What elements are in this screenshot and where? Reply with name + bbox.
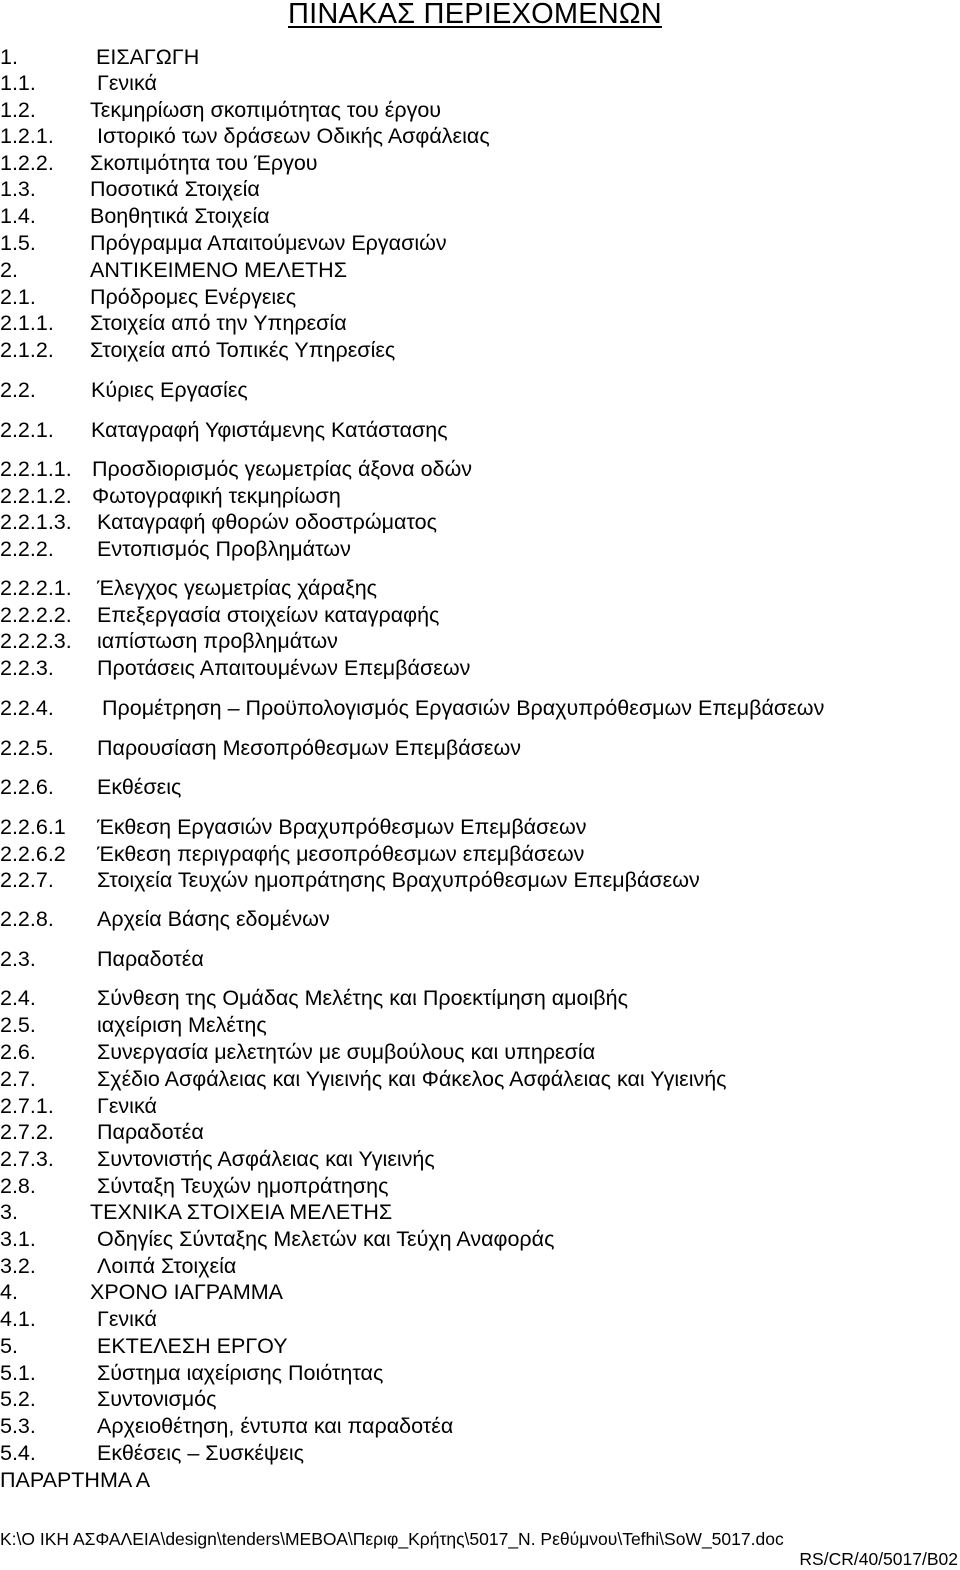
toc-entry-number: 2.6.	[0, 1040, 36, 1064]
toc-entry	[0, 1012, 267, 1038]
toc-entry-number: 2.7.2.	[0, 1120, 54, 1144]
toc-entry	[0, 310, 347, 336]
toc-entry	[0, 1119, 204, 1145]
toc-entry-title: Προμέτρηση – Προϋπολογισμός Εργασιών Βραχυπρόθεσμων Επεμβάσεων	[102, 696, 825, 720]
toc-entry-title: Σκοπιμότητα του Έργου	[90, 151, 318, 175]
toc-entry-number: 2.2.2.1.	[0, 576, 72, 600]
toc-entry	[0, 1386, 217, 1412]
toc-entry-title: Συνεργασία μελετητών με συμβούλους και υπηρεσία	[97, 1040, 596, 1064]
toc-entry-title: Παρουσίαση Μεσοπρόθεσμων Επεμβάσεων	[97, 736, 522, 760]
toc-entry	[0, 284, 297, 310]
toc-entry-title: Έκθεση περιγραφής μεσοπρόθεσμων επεμβάσεων	[97, 842, 585, 866]
toc-entry-title: Εκθέσεις	[97, 775, 182, 799]
toc-entry	[0, 1279, 284, 1305]
toc-entry	[0, 1360, 384, 1386]
toc-entry-title: ΕΙΣΑΓΩΓΗ	[96, 45, 200, 69]
toc-entry-number: 2.2.5.	[0, 736, 54, 760]
toc-entry-number: 2.2.7.	[0, 868, 54, 892]
toc-entry	[0, 946, 204, 972]
toc-entry	[0, 602, 440, 628]
toc-entry-number: 2.2.	[0, 378, 36, 402]
toc-entry	[0, 695, 825, 721]
toc-entry-title: ιαπίστωση προβλημάτων	[97, 629, 338, 653]
toc-entry-title: Προσδιορισμός γεωμετρίας άξονα οδών	[92, 457, 473, 481]
toc-entry	[0, 509, 437, 535]
toc-entry-title: Εκθέσεις – Συσκέψεις	[97, 1441, 304, 1465]
toc-entry-number: 2.2.3.	[0, 656, 54, 680]
toc-entry	[0, 1253, 237, 1279]
toc-entry-title: Σύνταξη Τευχών ημοπράτησης	[97, 1174, 389, 1198]
toc-entry-title: Στοιχεία Τευχών ημοπράτησης Βραχυπρόθεσμων Επεμβάσεων	[97, 868, 700, 892]
toc-entry-number: 2.2.6.	[0, 775, 54, 799]
toc-entry	[0, 417, 448, 443]
toc-entry	[0, 203, 270, 229]
toc-entry-number: 2.7.1.	[0, 1094, 54, 1118]
toc-entry-title: Επεξεργασία στοιχείων καταγραφής	[97, 603, 440, 627]
toc-entry-title: ΑΝΤΙΚΕΙΜΕΝΟ ΜΕΛΕΤΗΣ	[90, 258, 348, 282]
toc-entry	[0, 841, 585, 867]
toc-entry-title: Αρχειοθέτηση, έντυπα και παραδοτέα	[97, 1414, 454, 1438]
toc-entry	[0, 377, 248, 403]
toc-entry	[0, 906, 330, 932]
toc-entry-title: Λοιπά Στοιχεία	[97, 1254, 237, 1278]
toc-entry-title: Πρόγραμμα Απαιτούμενων Εργασιών	[90, 231, 447, 255]
toc-entry	[0, 1306, 157, 1332]
toc-entry-number: 2.1.2.	[0, 338, 54, 362]
toc-entry-number: 1.3.	[0, 177, 36, 201]
toc-entry-number: 1.2.1.	[0, 124, 54, 148]
toc-entry-number: 2.2.6.2	[0, 842, 66, 866]
toc-entry-title: Σχέδιο Ασφάλειας και Υγιεινής και Φάκελος Ασφάλειας και Υγιεινής	[97, 1067, 727, 1091]
toc-entry	[0, 97, 442, 123]
toc-entry-number: 2.2.2.	[0, 537, 54, 561]
toc-entry	[0, 1226, 555, 1252]
toc-entry	[0, 628, 338, 654]
toc-entry	[0, 176, 260, 202]
toc-entry-title: Σύνθεση της Ομάδας Μελέτης και Προεκτίμηση αμοιβής	[97, 986, 628, 1010]
toc-entry-title: Βοηθητικά Στοιχεία	[90, 204, 270, 228]
toc-entry-number: 2.2.1.3.	[0, 510, 72, 534]
toc-entry	[0, 337, 396, 363]
toc-entry-title: Τεκμηρίωση σκοπιμότητας του έργου	[90, 98, 442, 122]
toc-entry-number: 3.	[0, 1200, 18, 1224]
toc-entry-title: Συντονιστής Ασφάλειας και Υγιεινής	[97, 1147, 435, 1171]
toc-entry-title: Καταγραφή Υφιστάμενης Κατάστασης	[91, 418, 448, 442]
toc-entry	[0, 257, 348, 283]
toc-entry-title: Οδηγίες Σύνταξης Μελετών και Τεύχη Αναφοράς	[97, 1227, 555, 1251]
toc-entry-title: Ιστορικό των δράσεων Οδικής Ασφάλειας	[97, 124, 490, 148]
toc-entry	[0, 867, 700, 893]
toc-entry-title: ιαχείριση Μελέτης	[97, 1013, 267, 1037]
toc-entry-title: Προτάσεις Απαιτουμένων Επεμβάσεων	[97, 656, 471, 680]
toc-entry-number: 1.2.2.	[0, 151, 54, 175]
toc-entry-number: 5.3.	[0, 1414, 36, 1438]
toc-entry	[0, 1173, 389, 1199]
toc-entry-title: ΤΕΧΝΙΚΑ ΣΤΟΙΧΕΙΑ ΜΕΛΕΤΗΣ	[90, 1200, 393, 1224]
toc-entry	[0, 1093, 157, 1119]
toc-entry	[0, 1440, 304, 1466]
toc-entry-number: 3.2.	[0, 1254, 36, 1278]
toc-entry-number: 4.	[0, 1280, 18, 1304]
toc-entry-number: 1.	[0, 45, 18, 69]
toc-entry-title: Έκθεση Εργασιών Βραχυπρόθεσμων Επεμβάσεων	[97, 815, 587, 839]
toc-entry-title: Κύριες Εργασίες	[91, 378, 248, 402]
toc-entry-title: Φωτογραφική τεκμηρίωση	[92, 484, 341, 508]
toc-entry-number: 2.1.1.	[0, 311, 54, 335]
toc-entry-number: 4.1.	[0, 1307, 36, 1331]
toc-entry-number: 2.1.	[0, 285, 36, 309]
toc-entry-number: 2.2.1.1.	[0, 457, 72, 481]
toc-entry-number: 2.3.	[0, 947, 36, 971]
toc-entry-number: 2.7.3.	[0, 1147, 54, 1171]
toc-entry-title: Έλεγχος γεωμετρίας χάραξης	[97, 576, 378, 600]
toc-entry-number: 2.2.4.	[0, 696, 54, 720]
toc-entry	[0, 1199, 393, 1225]
page-title: ΠΙΝΑΚΑΣ ΠΕΡΙΕΧΟΜΕΝΩΝ	[288, 0, 662, 30]
toc-entry-number: 2.8.	[0, 1174, 36, 1198]
toc-entry	[0, 150, 318, 176]
toc-entry	[0, 1039, 596, 1065]
toc-entry-number: 5.	[0, 1334, 18, 1358]
toc-entry-number: 2.2.2.3.	[0, 629, 72, 653]
toc-entry	[0, 774, 182, 800]
footer-file-path: K:\Ο ΙΚΗ ΑΣΦΑΛΕΙΑ\design\tenders\ΜΕΒΟΑ\Περιφ_Κρήτης\5017_Ν. Ρεθύμνου\Tefhi\SoW_5017.doc	[0, 1529, 784, 1549]
footer-document-code: RS/CR/40/5017/B02	[799, 1549, 958, 1569]
toc-entry-number: 2.5.	[0, 1013, 36, 1037]
toc-entry	[0, 1333, 288, 1359]
toc-entry-number: 5.1.	[0, 1361, 36, 1385]
toc-entry	[0, 735, 522, 761]
toc-entry-title: Γενικά	[97, 1094, 157, 1118]
toc-entry-title: ΕΚΤΕΛΕΣΗ ΕΡΓΟΥ	[97, 1334, 288, 1358]
toc-entry	[0, 655, 471, 681]
toc-entry-number: 1.5.	[0, 231, 36, 255]
toc-entry-number: 2.2.8.	[0, 907, 54, 931]
toc-entry-title: Εντοπισμός Προβλημάτων	[97, 537, 351, 561]
toc-entry	[0, 1467, 150, 1493]
toc-entry-number: 2.2.2.2.	[0, 603, 72, 627]
toc-entry	[0, 456, 473, 482]
toc-entry-number: 3.1.	[0, 1227, 36, 1251]
toc-entry-number: ΠΑΡΑΡΤΗΜΑ Α	[0, 1468, 151, 1492]
toc-entry	[0, 575, 378, 601]
toc-entry	[0, 536, 351, 562]
toc-entry	[0, 483, 341, 509]
toc-entry-number: 2.	[0, 258, 18, 282]
toc-entry	[0, 44, 200, 70]
toc-entry	[0, 123, 490, 149]
toc-entry-title: Παραδοτέα	[97, 947, 204, 971]
toc-entry	[0, 814, 587, 840]
toc-entry-number: 1.4.	[0, 204, 36, 228]
toc-entry	[0, 1146, 435, 1172]
toc-entry	[0, 1066, 727, 1092]
toc-entry-number: 2.7.	[0, 1067, 36, 1091]
toc-entry-title: Αρχεία Βάσης εδομένων	[97, 907, 330, 931]
toc-entry-number: 5.4.	[0, 1441, 36, 1465]
toc-entry-number: 5.2.	[0, 1387, 36, 1411]
toc-entry-title: Γενικά	[97, 1307, 157, 1331]
toc-entry-number: 2.2.6.1	[0, 815, 66, 839]
toc-entry-number: 1.2.	[0, 98, 36, 122]
toc-entry	[0, 985, 628, 1011]
toc-entry	[0, 230, 447, 256]
toc-entry-title: Γενικά	[97, 71, 157, 95]
toc-entry-number: 2.2.1.2.	[0, 484, 72, 508]
toc-entry-title: Καταγραφή φθορών οδοστρώματος	[97, 510, 437, 534]
toc-entry-title: Στοιχεία από την Υπηρεσία	[90, 311, 347, 335]
toc-entry-number: 2.2.1.	[0, 418, 54, 442]
toc-entry-title: Στοιχεία από Τοπικές Υπηρεσίες	[90, 338, 396, 362]
toc-entry	[0, 70, 157, 96]
toc-entry-number: 1.1.	[0, 71, 36, 95]
toc-entry-title: Παραδοτέα	[97, 1120, 204, 1144]
toc-entry-title: Πρόδρομες Ενέργειες	[90, 285, 297, 309]
toc-entry-title: ΧΡΟΝΟ ΙΑΓΡΑΜΜΑ	[90, 1280, 284, 1304]
toc-entry-title: Ποσοτικά Στοιχεία	[90, 177, 260, 201]
toc-entry-number: 2.4.	[0, 986, 36, 1010]
toc-entry-title: Σύστημα ιαχείρισης Ποιότητας	[97, 1361, 384, 1385]
toc-entry	[0, 1413, 454, 1439]
toc-entry-title: Συντονισμός	[97, 1387, 217, 1411]
